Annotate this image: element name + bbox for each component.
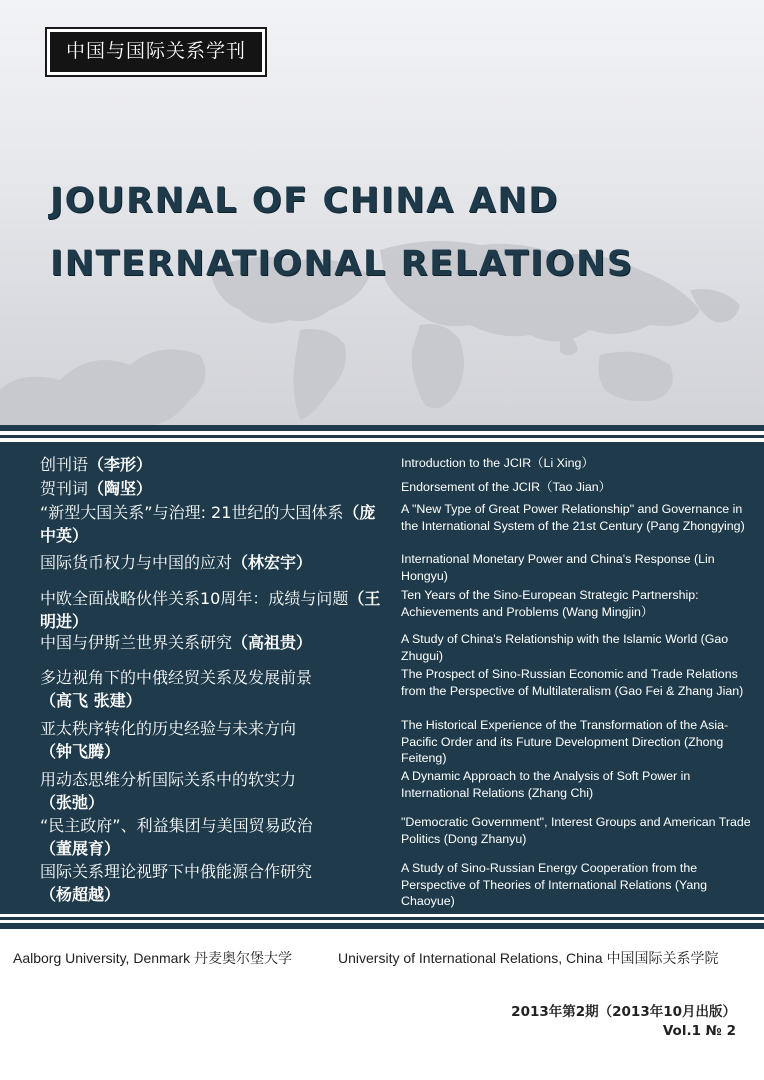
table-of-contents <box>0 442 764 914</box>
badge-label: 中国与国际关系学刊 <box>50 32 262 72</box>
toc-chinese-title: 国际关系理论视野下中俄能源合作研究 <box>40 862 313 881</box>
toc-chinese-entry <box>40 453 390 476</box>
toc-chinese-title: 国际货币权力与中国的应对 <box>40 553 233 572</box>
divider-line-top-thin <box>0 435 764 438</box>
toc-english-entry: Endorsement of the JCIR（Tao Jian） <box>401 480 612 494</box>
toc-chinese-title: 用动态思维分析国际关系中的软实力 <box>40 770 297 789</box>
uir-university-label: University of International Relations, China 中国国际关系学院 <box>338 950 719 966</box>
toc-chinese-entry <box>40 666 390 712</box>
toc-chinese-entry <box>40 501 390 547</box>
toc-english-entry: The Historical Experience of the Transformation of the Asia-Pacific Order and its Future Development Direction (Zhong Feiteng) <box>401 718 729 765</box>
toc-english-entry: A Study of Sino-Russian Energy Cooperation from the Perspective of Theories of International Relations (Yang Chaoyue) <box>401 861 708 908</box>
issue-date: 2013年第2期（2013年10月出版） <box>511 1004 736 1020</box>
title-line-2: INTERNATIONAL RELATIONS <box>50 244 634 284</box>
toc-chinese-author: （林宏宇） <box>232 553 313 572</box>
toc-chinese-author: （庞中英） <box>40 503 376 545</box>
toc-chinese-title: 中国与伊斯兰世界关系研究 <box>40 633 233 652</box>
toc-english-entry: The Prospect of Sino-Russian Economic and Trade Relations from the Perspective of Multilateralism (Gao Fei & Zhang Jian) <box>401 667 744 698</box>
toc-chinese-title: 多边视角下的中俄经贸关系及发展前景 <box>40 668 313 687</box>
toc-chinese-author: （杨超越） <box>40 885 121 904</box>
toc-chinese-entry <box>40 814 390 860</box>
toc-chinese-author: （高飞 张建） <box>40 691 142 710</box>
toc-chinese-title: “新型大国关系”与治理: 21世纪的大国体系 <box>40 503 344 522</box>
cover-header-area <box>0 0 764 425</box>
toc-english-entry: International Monetary Power and China's Response (Lin Hongyu) <box>401 552 715 583</box>
toc-chinese-entry <box>40 477 390 500</box>
title-line-1: JOURNAL OF CHINA AND <box>50 181 559 221</box>
aalborg-university-label: Aalborg University, Denmark 丹麦奥尔堡大学 <box>13 950 293 966</box>
toc-chinese-author: （王明进） <box>40 589 381 631</box>
toc-chinese-author: （李形） <box>88 455 153 474</box>
toc-english-entry: A "New Type of Great Power Relationship" and Governance in the International System of the 21st Century (Pang Zhongying) <box>401 502 745 533</box>
toc-chinese-entry <box>40 717 390 763</box>
toc-english-entry: "Democratic Government", Interest Groups and American Trade Politics (Dong Zhanyu) <box>401 815 751 846</box>
divider-line-bottom <box>0 923 764 929</box>
toc-chinese-entry <box>40 551 390 574</box>
toc-chinese-author: （陶坚） <box>88 479 153 498</box>
toc-chinese-entry <box>40 860 390 906</box>
toc-english-entry: A Study of China's Relationship with the Islamic World (Gao Zhugui) <box>401 632 729 663</box>
toc-chinese-author: （高祖贵） <box>232 633 313 652</box>
journal-chinese-name-badge <box>45 27 267 77</box>
toc-chinese-author: （张弛） <box>40 793 105 812</box>
toc-chinese-author: （董展育） <box>40 839 121 858</box>
toc-chinese-title: 创刊语 <box>40 455 89 474</box>
toc-chinese-title: 贺刊词 <box>40 479 89 498</box>
volume-number: Vol.1 № 2 <box>662 1023 736 1039</box>
toc-chinese-title: “民主政府”、利益集团与美国贸易政治 <box>40 816 313 835</box>
divider-line-top <box>0 425 764 431</box>
toc-chinese-title: 亚太秩序转化的历史经验与未来方向 <box>40 719 297 738</box>
toc-english-entry: A Dynamic Approach to the Analysis of Soft Power in International Relations (Zhang Chi) <box>401 769 691 800</box>
toc-chinese-entry <box>40 768 390 814</box>
issue-info <box>511 1003 736 1041</box>
divider-line-bottom-thin <box>0 917 764 920</box>
toc-english-entry: Ten Years of the Sino-European Strategic Partnership: Achievements and Problems (Wang Mingjin） <box>401 588 699 619</box>
toc-english-entry: Introduction to the JCIR（Li Xing） <box>401 456 594 470</box>
toc-chinese-entry <box>40 631 390 654</box>
toc-chinese-title: 中欧全面战略伙伴关系10周年：成绩与问题 <box>40 589 349 608</box>
toc-chinese-author: （钟飞腾） <box>40 742 121 761</box>
journal-title <box>50 170 750 296</box>
toc-chinese-entry <box>40 587 390 633</box>
